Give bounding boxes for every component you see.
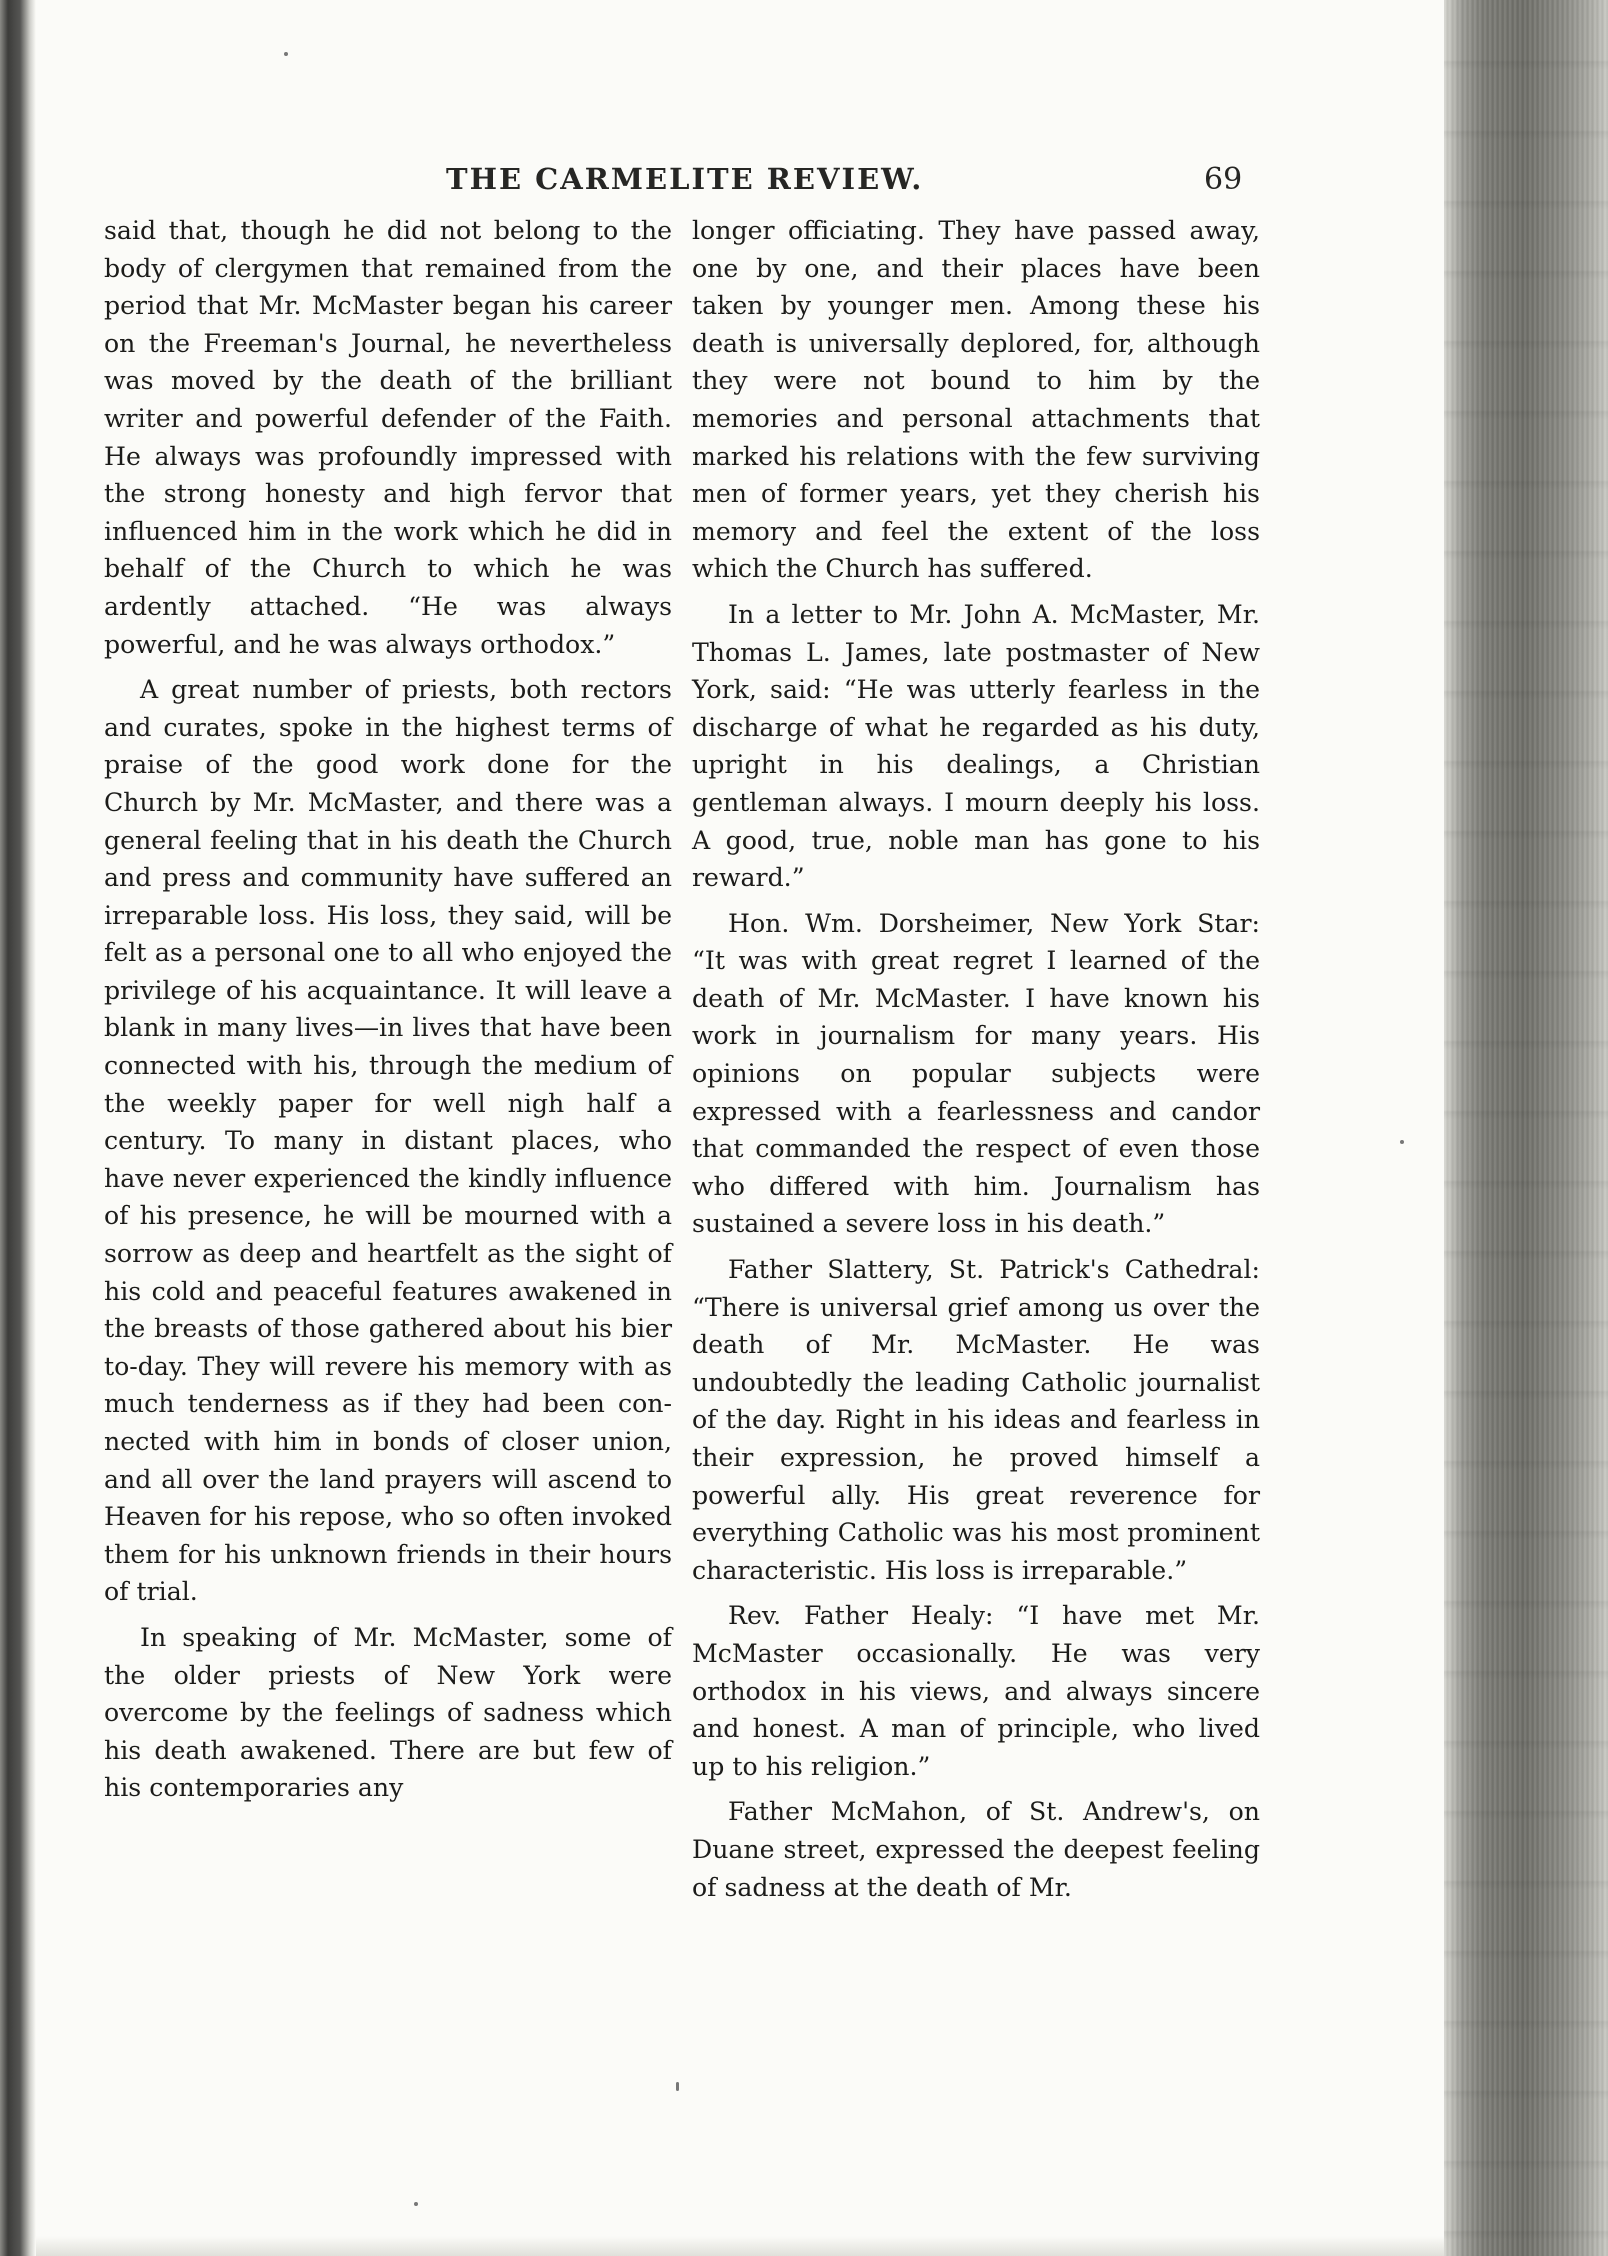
paragraph: In a letter to Mr. John A. McMaster, Mr. Thomas L. James, late postmaster of New York, said: “He was utterly fearless in the discharge of what he regarded as his duty, upright in his dealings, a Christian gentleman always. I mourn deeply his loss. A good, true, noble man has gone to his reward.” bbox=[692, 599, 1260, 893]
page-header bbox=[36, 162, 1444, 206]
paragraph: Father Slattery, St. Patrick's Cathedral: “There is universal grief among us over the death of Mr. McMaster. He was undoubtedly the leading Catholic journalist of the day. Right in his ideas and fearless in their expression, he proved himself a powerful ally. His great reverence for everything Catholic was his most prominent characteristic. His loss is irreparable.” bbox=[692, 1255, 1260, 1585]
paragraph: said that, though he did not belong to the body of clergymen that remained from the period that Mr. McMaster began his career on the Freeman's Journal, he nevertheless was moved by the death of the brilliant writer and powerful defender of the Faith. He always was profoundly impressed with the strong honesty and high fervor that influenced him in the work which he did in behalf of the Church to which he was ardently attached. “He was always powerful, and he was always orthodox.” bbox=[104, 216, 672, 659]
paragraph: In speaking of Mr. McMaster, some of the older priests of New York were overcome by the feelings of sadness which his death awakened. There are but few of his contemporaries any bbox=[104, 1622, 672, 1803]
paragraph: A great number of priests, both rectors and curates, spoke in the highest terms of praise of the good work done for the Church by Mr. McMaster, and there was a general feeling that in his death the Church and press and community have suffered an irreparable loss. His loss, they said, will be felt as a personal one to all who enjoyed the privilege of his acquaintance. It will leave a blank in many lives—in lives that have been connected with his, through the medium of the weekly paper for well nigh half a century. To many in distant places, who have never experienced the kindly influence of his presence, he will be mourned with a sorrow as deep and heartfelt as the sight of his cold and peaceful features awakened in the breasts of those gathered about his bier to-day. They will revere his memory with as much tenderness as if they had been connected with him in bonds of closer union, and all over the land prayers will ascend to Heaven for his repose, who so often invoked them for his unknown friends in their hours of trial. bbox=[104, 675, 672, 1607]
speck-mark bbox=[676, 2082, 679, 2091]
book-spine-shadow bbox=[0, 0, 36, 2256]
speck-mark bbox=[284, 52, 288, 56]
right-column bbox=[692, 212, 1260, 1906]
speck-mark bbox=[414, 2202, 418, 2206]
paragraph: longer officiating. They have passed away, one by one, and their places have been taken by younger men. Among these his death is universally deplored, for, although they were not bound to him by the memories and personal attachments that marked his relations with the few surviving men of former years, yet they cherish his memory and feel the extent of the loss which the Church has suffered. bbox=[692, 216, 1260, 584]
paragraph: Rev. Father Healy: “I have met Mr. McMaster occasionally. He was very orthodox in his views, and always sincere and honest. A man of principle, who lived up to his religion.” bbox=[692, 1601, 1260, 1781]
left-column bbox=[104, 212, 672, 1807]
page-number: 69 bbox=[1204, 162, 1243, 197]
paragraph: Hon. Wm. Dorsheimer, New York Star: “It was with great regret I learned of the death of Mr. McMaster. I have known his work in journalism for many years. His opinions on popular subjects were expressed with a fearlessness and candor that commanded the respect of even those who differed with him. Journalism has sustained a severe loss in his death.” bbox=[692, 908, 1260, 1239]
book-page bbox=[36, 0, 1444, 2256]
paragraph: Father McMahon, of St. Andrew's, on Duane street, expressed the deepest feeling of sadness at the death of Mr. bbox=[692, 1797, 1260, 1902]
running-title: THE CARMELITE REVIEW. bbox=[446, 162, 924, 196]
book-page-edges bbox=[1444, 0, 1608, 2256]
page-bottom-shadow bbox=[36, 2236, 1444, 2256]
speck-mark bbox=[1400, 1140, 1404, 1144]
